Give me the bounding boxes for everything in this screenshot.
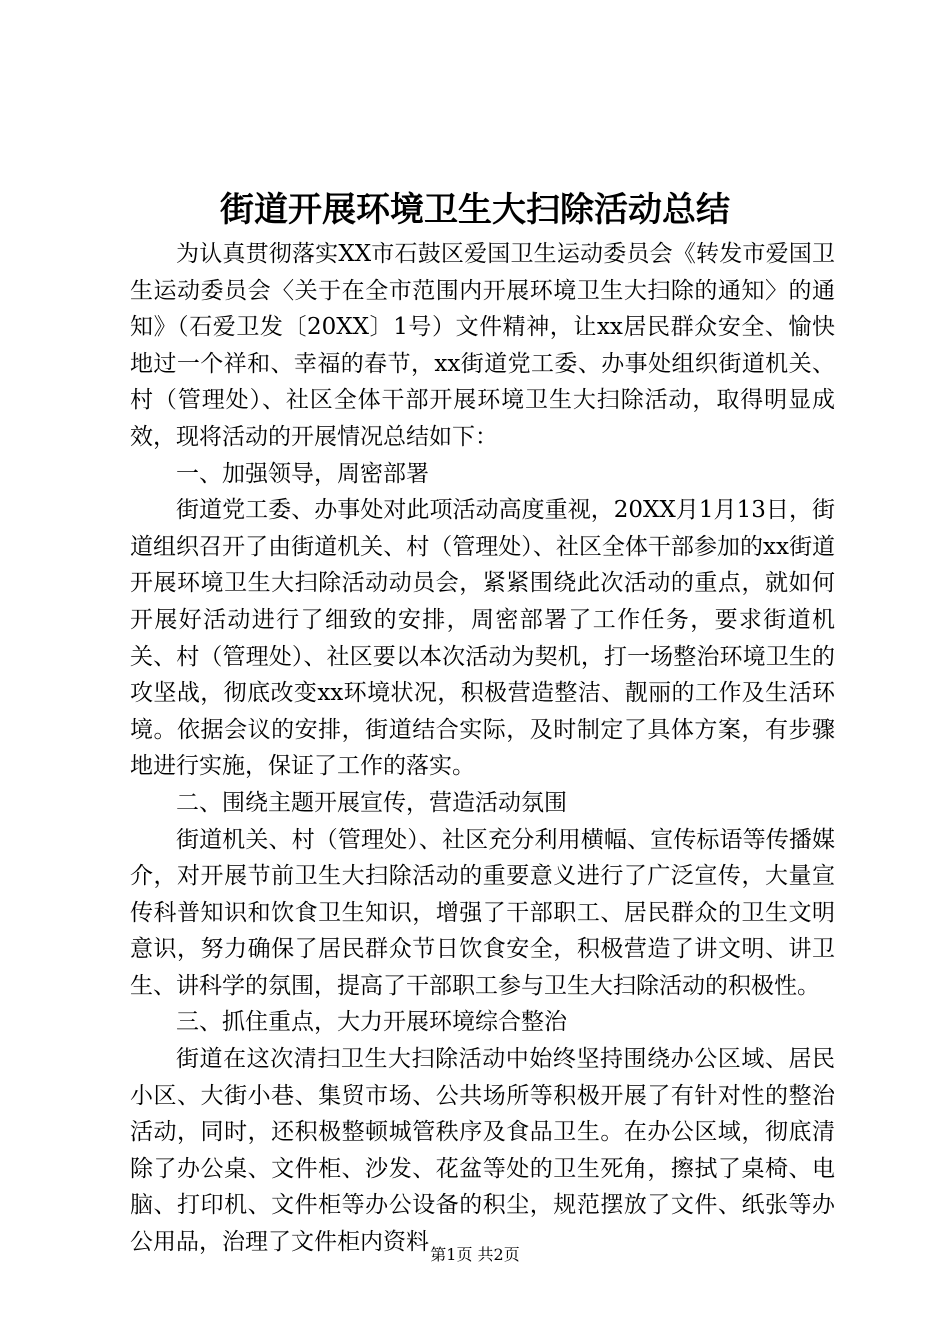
section-paragraph-1: 街道党工委、办事处对此项活动高度重视，20XX月1月13日，街道组织召开了由街道机关、村（管理处）、社区全体干部参加的xx街道开展环境卫生大扫除活动动员会，紧紧围绕此次活动的重点，就如何开展好活动进行了细致的安排，周密部署了工作任务，要求街道机关、村（管理处）、社区要以本次活动为契机，打一场整治环境卫生的攻坚战，彻底改变xx环境状况，积极营造整洁、靓丽的工作及生活环境。依据会议的安排，街道结合实际，及时制定了具体方案，有步骤地进行实施，保证了工作的落实。 <box>130 497 835 780</box>
intro-paragraph: 为认真贯彻落实XX市石鼓区爱国卫生运动委员会《转发市爱国卫生运动委员会〈关于在全市范围内开展环境卫生大扫除的通知〉的通知》（石爱卫发〔20XX〕1号）文件精神，让xx居民群众安全、愉快地过一个祥和、幸福的春节，xx街道党工委、办事处组织街道机关、村（管理处）、社区全体干部开展环境卫生大扫除活动，取得明显成效，现将活动的开展情况总结如下： <box>130 241 835 450</box>
section-heading-1: 一、加强领导，周密部署 <box>176 460 429 487</box>
section-heading-2: 二、围绕主题开展宣传，营造活动氛围 <box>176 789 567 816</box>
document-title: 街道开展环境卫生大扫除活动总结 <box>220 190 730 230</box>
document-body <box>130 236 835 1261</box>
section-paragraph-2: 街道机关、村（管理处）、社区充分利用横幅、宣传标语等传播媒介，对开展节前卫生大扫除活动的重要意义进行了广泛宣传，大量宣传科普知识和饮食卫生知识，增强了干部职工、居民群众的卫生文明意识，努力确保了居民群众节日饮食安全，积极营造了讲文明、讲卫生、讲科学的氛围，提高了干部职工参与卫生大扫除活动的积极性。 <box>130 826 835 999</box>
section-paragraph-3: 街道在这次清扫卫生大扫除活动中始终坚持围绕办公区域、居民小区、大街小巷、集贸市场、公共场所等积极开展了有针对性的整治活动，同时，还积极整顿城管秩序及食品卫生。在办公区域，彻底清除了办公桌、文件柜、沙发、花盆等处的卫生死角，擦拭了桌椅、电脑、打印机、文件柜等办公设备的积尘，规范摆放了文件、纸张等办公用品，治理了文件柜内资料 <box>130 1046 835 1256</box>
page-footer: 第1页 共2页 <box>430 1245 520 1264</box>
section-heading-3: 三、抓住重点，大力开展环境综合整治 <box>176 1009 567 1036</box>
